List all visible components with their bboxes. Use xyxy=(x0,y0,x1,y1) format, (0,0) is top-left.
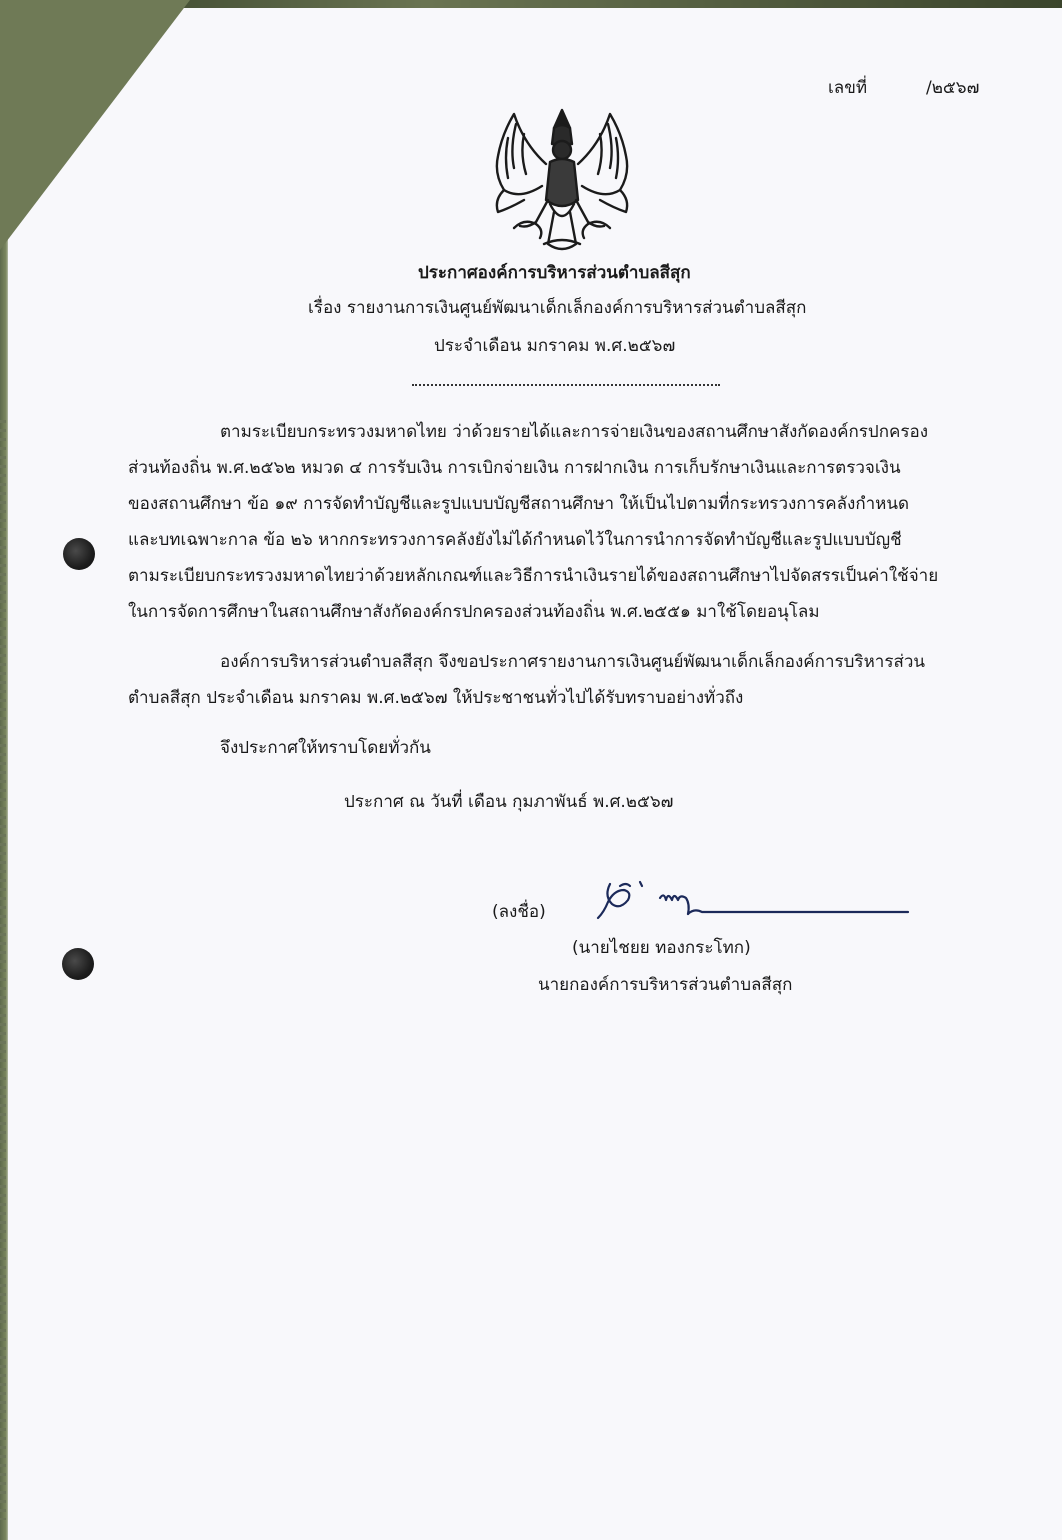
garuda-emblem-icon xyxy=(484,104,640,256)
closing-line: จึงประกาศให้ทราบโดยทั่วกัน xyxy=(220,738,431,758)
paragraph1-line5: ตามระเบียบกระทรวงมหาดไทยว่าด้วยหลักเกณฑ์และวิธีการนำเงินรายได้ของสถานศึกษาไปจัดสรรเป็นค่าใช้จ่าย xyxy=(128,566,939,586)
folded-corner xyxy=(0,0,190,250)
announcement-title: ประกาศองค์การบริหารส่วนตำบลสีสุก xyxy=(418,263,691,283)
paragraph2-line1: องค์การบริหารส่วนตำบลสีสุก จึงขอประกาศรายงานการเงินศูนย์พัฒนาเด็กเล็กองค์การบริหารส่วน xyxy=(220,652,925,672)
title-separator xyxy=(412,384,720,386)
date-line: ประกาศ ณ วันที่ เดือน กุมภาพันธ์ พ.ศ.๒๕๖๗ xyxy=(344,792,674,812)
punch-hole-top xyxy=(63,538,95,570)
doc-number-label: เลขที่ xyxy=(828,78,868,98)
paragraph1-line4: และบทเฉพาะกาล ข้อ ๒๖ หากกระทรวงการคลังยังไม่ได้กำหนดไว้ในการนำการจัดทำบัญชีและรูปแบบบัญชี xyxy=(128,530,902,550)
paragraph1-line3: ของสถานศึกษา ข้อ ๑๙ การจัดทำบัญชีและรูปแบบบัญชีสถานศึกษา ให้เป็นไปตามที่กระทรวงการคลังกำหนด xyxy=(128,494,910,514)
announcement-subject: เรื่อง รายงานการเงินศูนย์พัฒนาเด็กเล็กองค์การบริหารส่วนตำบลสีสุก xyxy=(308,298,807,318)
announcement-period: ประจำเดือน มกราคม พ.ศ.๒๕๖๗ xyxy=(434,336,676,356)
doc-number-value: /๒๕๖๗ xyxy=(926,78,980,98)
paragraph2-line2: ตำบลสีสุก ประจำเดือน มกราคม พ.ศ.๒๕๖๗ ให้ประชาชนทั่วไปได้รับทราบอย่างทั่วถึง xyxy=(128,688,744,708)
paragraph1-line1: ตามระเบียบกระทรวงมหาดไทย ว่าด้วยรายได้และการจ่ายเงินของสถานศึกษาสังกัดองค์กรปกครอง xyxy=(220,422,929,442)
paragraph1-line2: ส่วนท้องถิ่น พ.ศ.๒๕๖๒ หมวด ๔ การรับเงิน การเบิกจ่ายเงิน การฝากเงิน การเก็บรักษาเงินและการตรวจเงิน xyxy=(128,458,901,478)
page-left-edge xyxy=(0,420,6,1520)
signer-name: (นายไชยย ทองกระโทก) xyxy=(572,938,751,958)
punch-hole-bottom xyxy=(62,948,94,980)
paragraph1-line6: ในการจัดการศึกษาในสถานศึกษาสังกัดองค์กรปกครองส่วนท้องถิ่น พ.ศ.๒๕๕๑ มาใช้โดยอนุโลม xyxy=(128,602,820,622)
signature-label: (ลงชื่อ) xyxy=(492,902,546,922)
signer-position: นายกองค์การบริหารส่วนตำบลสีสุก xyxy=(538,975,793,995)
handwritten-signature xyxy=(590,878,920,928)
